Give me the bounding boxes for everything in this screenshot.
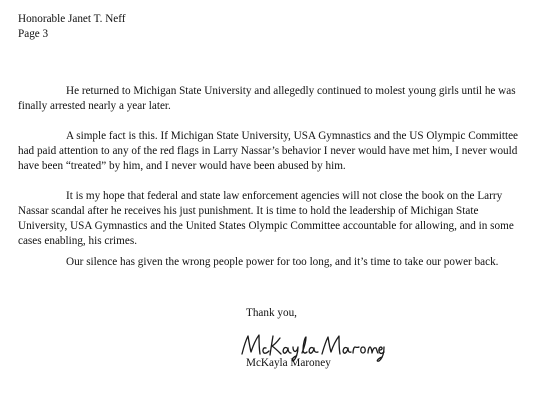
body-paragraph-3: It is my hope that federal and state law enforcement agencies will not close the book on the Larry Nassar scandal after he receives his just punishment. It is time to hold the leadership of Michigan State University, USA Gymnastics and the United States Olympic Committee accountable for allowing, and in some cases enabling, his crimes. [18,190,514,247]
body-paragraph-2: A simple fact is this. If Michigan State University, USA Gymnastics and the US Olympic Committee had paid attention to any of the red flags in Larry Nassar’s behavior I never would have met him, I never would have been “treated” by him, and I never would have been abused by him. [18,130,519,172]
closing-salutation: Thank you, [246,307,297,319]
body-paragraph-4: Our silence has given the wrong people power for too long, and it’s time to take our power back. [66,256,499,268]
body-paragraph-1: He returned to Michigan State University and allegedly continued to molest young girls until he was finally arrested nearly a year later. [18,85,516,112]
recipient-line: Honorable Janet T. Neff [18,13,126,25]
page-number: Page 3 [18,28,49,40]
printed-name: McKayla Maroney [246,357,331,369]
letter-header [18,12,126,42]
